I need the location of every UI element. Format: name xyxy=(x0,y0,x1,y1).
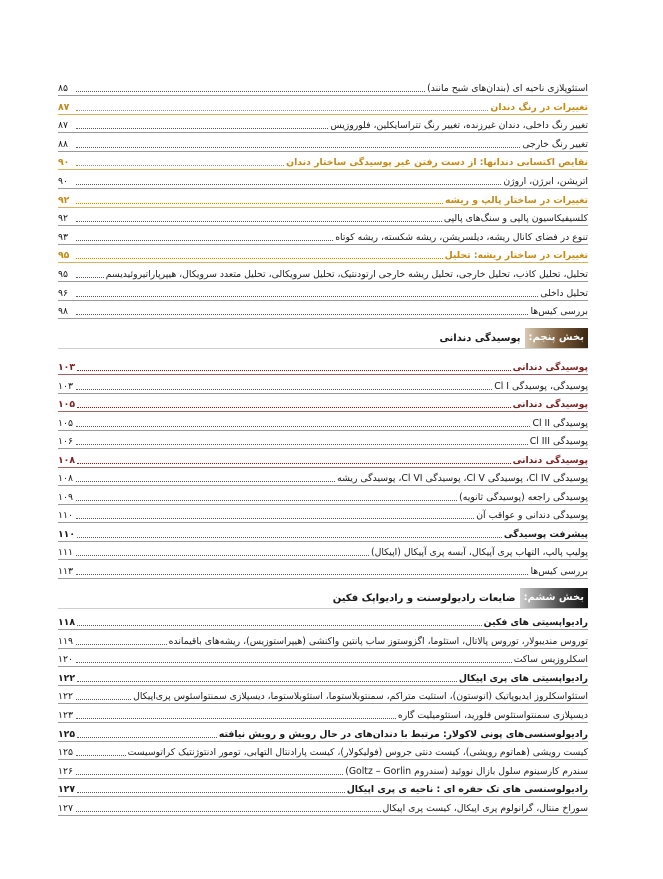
toc-entry[interactable] xyxy=(58,79,588,96)
toc-entry-page: ۱۲۵ xyxy=(58,728,76,740)
toc-entry-page: ۱۰۳ xyxy=(58,362,76,373)
dot-leader xyxy=(76,240,333,241)
section-header-label xyxy=(435,328,588,348)
toc-entry-page: ۹۶ xyxy=(58,287,68,299)
toc-entry-page: ۸۵ xyxy=(58,83,68,94)
toc-entry[interactable] xyxy=(58,98,588,115)
toc-entry[interactable] xyxy=(58,488,588,505)
toc-entry-title: پوسیدگی، پوسیدگی Cl I xyxy=(494,380,588,392)
dot-leader xyxy=(76,774,343,775)
toc-entry[interactable] xyxy=(58,799,588,816)
toc-entry-page: ۹۵ xyxy=(58,250,70,262)
dot-leader xyxy=(76,444,528,445)
dot-leader xyxy=(76,128,328,129)
dot-leader xyxy=(77,737,217,738)
toc-entry[interactable] xyxy=(58,525,588,542)
toc-entry[interactable] xyxy=(58,135,588,152)
dot-leader xyxy=(76,811,381,812)
toc-entry-title: اتریشن، ابرژن، اروژن xyxy=(503,176,588,187)
toc-entry-title: تحلیل داخلی xyxy=(540,287,588,299)
dot-leader xyxy=(76,518,474,519)
toc-entry[interactable] xyxy=(58,780,588,797)
toc-entry-page: ۱۲۷ xyxy=(58,803,73,814)
toc-entry-title: پوسیدگی دندانی xyxy=(512,454,588,466)
dot-leader xyxy=(77,537,502,538)
dot-leader xyxy=(77,407,511,408)
dot-leader xyxy=(77,463,511,464)
toc-entry[interactable] xyxy=(58,706,588,723)
toc-entry-title: رادیواپسیتی های فکین xyxy=(483,617,588,628)
toc-entry-title: استئواسکلروز ایدیوپاتیک (انوستون)، استئیت متراکم، سمنتوبلاستوما، استئوبلاستوما، دیسپلازی سمنتواسئوس پری‌اپیکال xyxy=(133,691,588,703)
toc-entry-title: پوسیدگی Cl II xyxy=(532,417,588,429)
toc-entry-title: تغییرات در ساختار پالپ و ریشه xyxy=(445,194,588,206)
toc-entry-page: ۹۳ xyxy=(58,231,68,243)
toc-entry-title: اسکلروزیس ساکت xyxy=(513,654,588,666)
section-number-badge: بخش ششم: xyxy=(520,588,588,608)
section-title: پوسیدگی دندانی xyxy=(439,332,521,344)
toc-entry[interactable] xyxy=(58,358,588,375)
toc-entry[interactable] xyxy=(58,284,588,301)
toc-entry-page: ۱۰۹ xyxy=(58,491,73,503)
dot-leader xyxy=(76,110,488,111)
toc-entry-page: ۱۰۸ xyxy=(58,473,73,484)
dot-leader xyxy=(76,699,131,700)
dot-leader xyxy=(76,755,126,756)
toc-entry-page: ۱۰۸ xyxy=(58,454,76,466)
toc-entry[interactable] xyxy=(58,302,588,319)
toc-entry[interactable] xyxy=(58,209,588,226)
toc-entry-page: ۸۸ xyxy=(58,138,68,150)
toc-entry[interactable] xyxy=(58,562,588,579)
toc-entry[interactable] xyxy=(58,650,588,667)
section-number-badge: بخش پنجم: xyxy=(525,328,588,348)
toc-entry[interactable] xyxy=(58,395,588,412)
toc-entry-page: ۱۰۳ xyxy=(58,380,73,392)
dot-leader xyxy=(76,221,442,222)
toc-entry-title: پوسیدگی دندانی xyxy=(512,362,588,373)
toc-entry-page: ۱۱۳ xyxy=(58,565,73,577)
dot-leader xyxy=(77,681,457,682)
dot-leader xyxy=(76,203,443,204)
toc-entry[interactable] xyxy=(58,743,588,760)
dot-leader xyxy=(76,481,335,482)
toc-entry-page: ۱۰۵ xyxy=(58,399,76,410)
toc-entry-title: سندرم کارسینوم سلول بازال نووئید (سندروم Goltz – Gorlin) xyxy=(345,765,588,777)
toc-entry[interactable] xyxy=(58,469,588,486)
toc-entry-page: ۱۲۷ xyxy=(58,784,76,796)
dot-leader xyxy=(76,277,104,278)
dot-leader xyxy=(76,91,425,92)
toc-entry[interactable] xyxy=(58,725,588,742)
toc-entry-page: ۱۰۶ xyxy=(58,436,73,447)
toc-entry[interactable] xyxy=(58,377,588,394)
section-header xyxy=(58,328,588,349)
toc-entry[interactable] xyxy=(58,613,588,630)
toc-entry-page: ۸۷ xyxy=(58,101,70,113)
dot-leader xyxy=(76,314,528,315)
dot-leader xyxy=(76,644,167,645)
toc-entry-page: ۱۲۲ xyxy=(58,691,73,703)
toc-entry-page: ۱۱۱ xyxy=(58,547,73,558)
toc-entry[interactable] xyxy=(58,432,588,449)
dot-leader xyxy=(76,555,369,556)
toc-entry-title: دیسپلازی سمنتواستئوس فلورید، استئومیلیت گاره xyxy=(397,710,588,721)
toc-entry-page: ۹۸ xyxy=(58,306,68,318)
toc-entry[interactable] xyxy=(58,632,588,649)
toc-entry-title: پولیپ پالپ، التهاب پری آپیکال، آبسه پری آپیکال (اپیکال) xyxy=(370,547,588,558)
toc-entry-title: پوسیدگی Cl III xyxy=(529,436,588,447)
toc-entry-title: تغییرات در رنگ دندان xyxy=(490,101,588,113)
dot-leader xyxy=(77,625,482,626)
dot-leader xyxy=(76,258,443,259)
toc-entry-title: پوسیدگی Cl IV، پوسیدگی Cl V، پوسیدگی Cl VI، پوسیدگی ریشه xyxy=(337,473,588,484)
toc-entry-title: نقایص اکتسابی دندانها: از دست رفتن غیر پوسیدگی ساختار دندان xyxy=(286,157,588,169)
toc-entry-page: ۱۲۵ xyxy=(58,747,73,759)
toc-entry[interactable] xyxy=(58,191,588,208)
toc-entry-title: پوسیدگی دندانی و عواقب آن xyxy=(476,510,588,521)
dot-leader xyxy=(76,165,284,166)
toc-entry-page: ۱۱۰ xyxy=(58,528,76,540)
toc-entry-page: ۱۰۵ xyxy=(58,417,73,429)
toc-entry[interactable] xyxy=(58,265,588,282)
toc-entry-page: ۹۰ xyxy=(58,176,68,187)
toc-entry-title: تغییر رنگ داخلی، دندان غیرزنده، تغییر رنگ تتراسایکلین، فلوروزیس xyxy=(330,120,588,132)
toc-entry-title: بررسی کیس‌ها xyxy=(530,565,588,577)
toc-entry-title: استئوپلازی ناحیه ای (بندان‌های شبح مانند) xyxy=(427,83,588,94)
toc-entry[interactable] xyxy=(58,506,588,523)
dot-leader xyxy=(76,389,492,390)
section-header xyxy=(58,588,588,609)
dot-leader xyxy=(77,370,511,371)
toc-entry-page: ۹۲ xyxy=(58,213,68,225)
toc-entry[interactable] xyxy=(58,669,588,686)
toc-entry-page: ۱۱۰ xyxy=(58,510,73,521)
toc-entry-title: پوسیدگی دندانی xyxy=(512,399,588,410)
toc-entry-title: تنوع در فضای کانال ریشه، دیلسریشن، ریشه شکسته، ریشه کوتاه xyxy=(335,231,588,243)
toc-entry-page: ۹۲ xyxy=(58,194,70,206)
section-header-label xyxy=(329,588,588,608)
toc-entry-title: کیست رویشی (هماتوم رویشی)، کیست دنتی جروس (فولیکولار)، کیست پارادنتال التهابی، تومور ادنتوژنتیک کراتوسیست xyxy=(127,747,588,759)
toc-entry-page: ۱۱۸ xyxy=(58,617,76,628)
dot-leader xyxy=(76,296,538,297)
toc-entry-page: ۱۱۹ xyxy=(58,635,73,647)
toc-entry-title: کلسیفیکاسیون پالپی و سنگ‌های پالپی xyxy=(443,213,588,225)
toc-entry[interactable] xyxy=(58,172,588,189)
toc-entry[interactable] xyxy=(58,762,588,779)
toc-entry-title: رادیولوسنسی های تک حفره ای : ناحیه ی پری اپیکال xyxy=(346,784,588,796)
toc-entry-title: بررسی کیس‌ها xyxy=(530,306,588,318)
toc-entry[interactable] xyxy=(58,687,588,704)
toc-entry-title: رادیولوسنسی‌های پونی لاکولار: مرتبط با دندان‌های در حال رویش و رویش نیافته xyxy=(218,728,588,740)
dot-leader xyxy=(76,574,528,575)
dot-leader xyxy=(76,426,530,427)
toc-entry-title: سوراخ منتال، گرانولوم پری اپیکال، کیست پری اپیکال xyxy=(382,803,588,814)
toc-entry-title: پوسیدگی راجعه (پوسیدگی ثانویه) xyxy=(459,491,588,503)
dot-leader xyxy=(76,147,520,148)
toc-entry[interactable] xyxy=(58,414,588,431)
toc-entry-title: تغییر رنگ خارجی xyxy=(522,138,588,150)
toc-entry-page: ۹۰ xyxy=(58,157,70,169)
toc-entry[interactable] xyxy=(58,246,588,263)
toc-entry[interactable] xyxy=(58,116,588,133)
toc-entry-title: توروس مندیبولار، توروس پالاتال، استئوما، اگزوستوز ساب پانتین واکنشی (هیپراستوزیس)، ریشه‌های باقیمانده xyxy=(168,635,588,647)
dot-leader xyxy=(77,792,345,793)
toc-entry-page: ۱۲۲ xyxy=(58,672,76,684)
dot-leader xyxy=(76,500,457,501)
toc-entry-page: ۸۷ xyxy=(58,120,68,132)
toc-entry-title: رادیواپسیتی های پری اپیکال xyxy=(458,672,588,684)
section-title: ضایعات رادیولوسنت و رادیواپک فکین xyxy=(332,592,516,604)
toc-entry-title: تغییرات در ساختار ریشه: تحلیل xyxy=(444,250,588,262)
toc-entry[interactable] xyxy=(58,451,588,468)
toc-entry-page: ۱۲۳ xyxy=(58,710,73,721)
toc-entry-title: تحلیل، تحلیل کاذب، تحلیل خارجی، تحلیل ریشه خارجی ارتودنتیک، تحلیل سرویکالی، تحلیل متعدد سرویکال، هیپرپاراتیروئیدیسم xyxy=(105,269,588,280)
dot-leader xyxy=(76,184,501,185)
dot-leader xyxy=(76,662,512,663)
toc-entry[interactable] xyxy=(58,543,588,560)
toc-entry-page: ۱۲۰ xyxy=(58,654,73,666)
dot-leader xyxy=(76,718,396,719)
toc-entry-page: ۱۲۶ xyxy=(58,765,73,777)
toc-entry-page: ۹۵ xyxy=(58,269,68,280)
toc-entry[interactable] xyxy=(58,153,588,170)
toc-entry[interactable] xyxy=(58,228,588,245)
toc-entry-title: پیشرفت پوسیدگی xyxy=(503,528,588,540)
